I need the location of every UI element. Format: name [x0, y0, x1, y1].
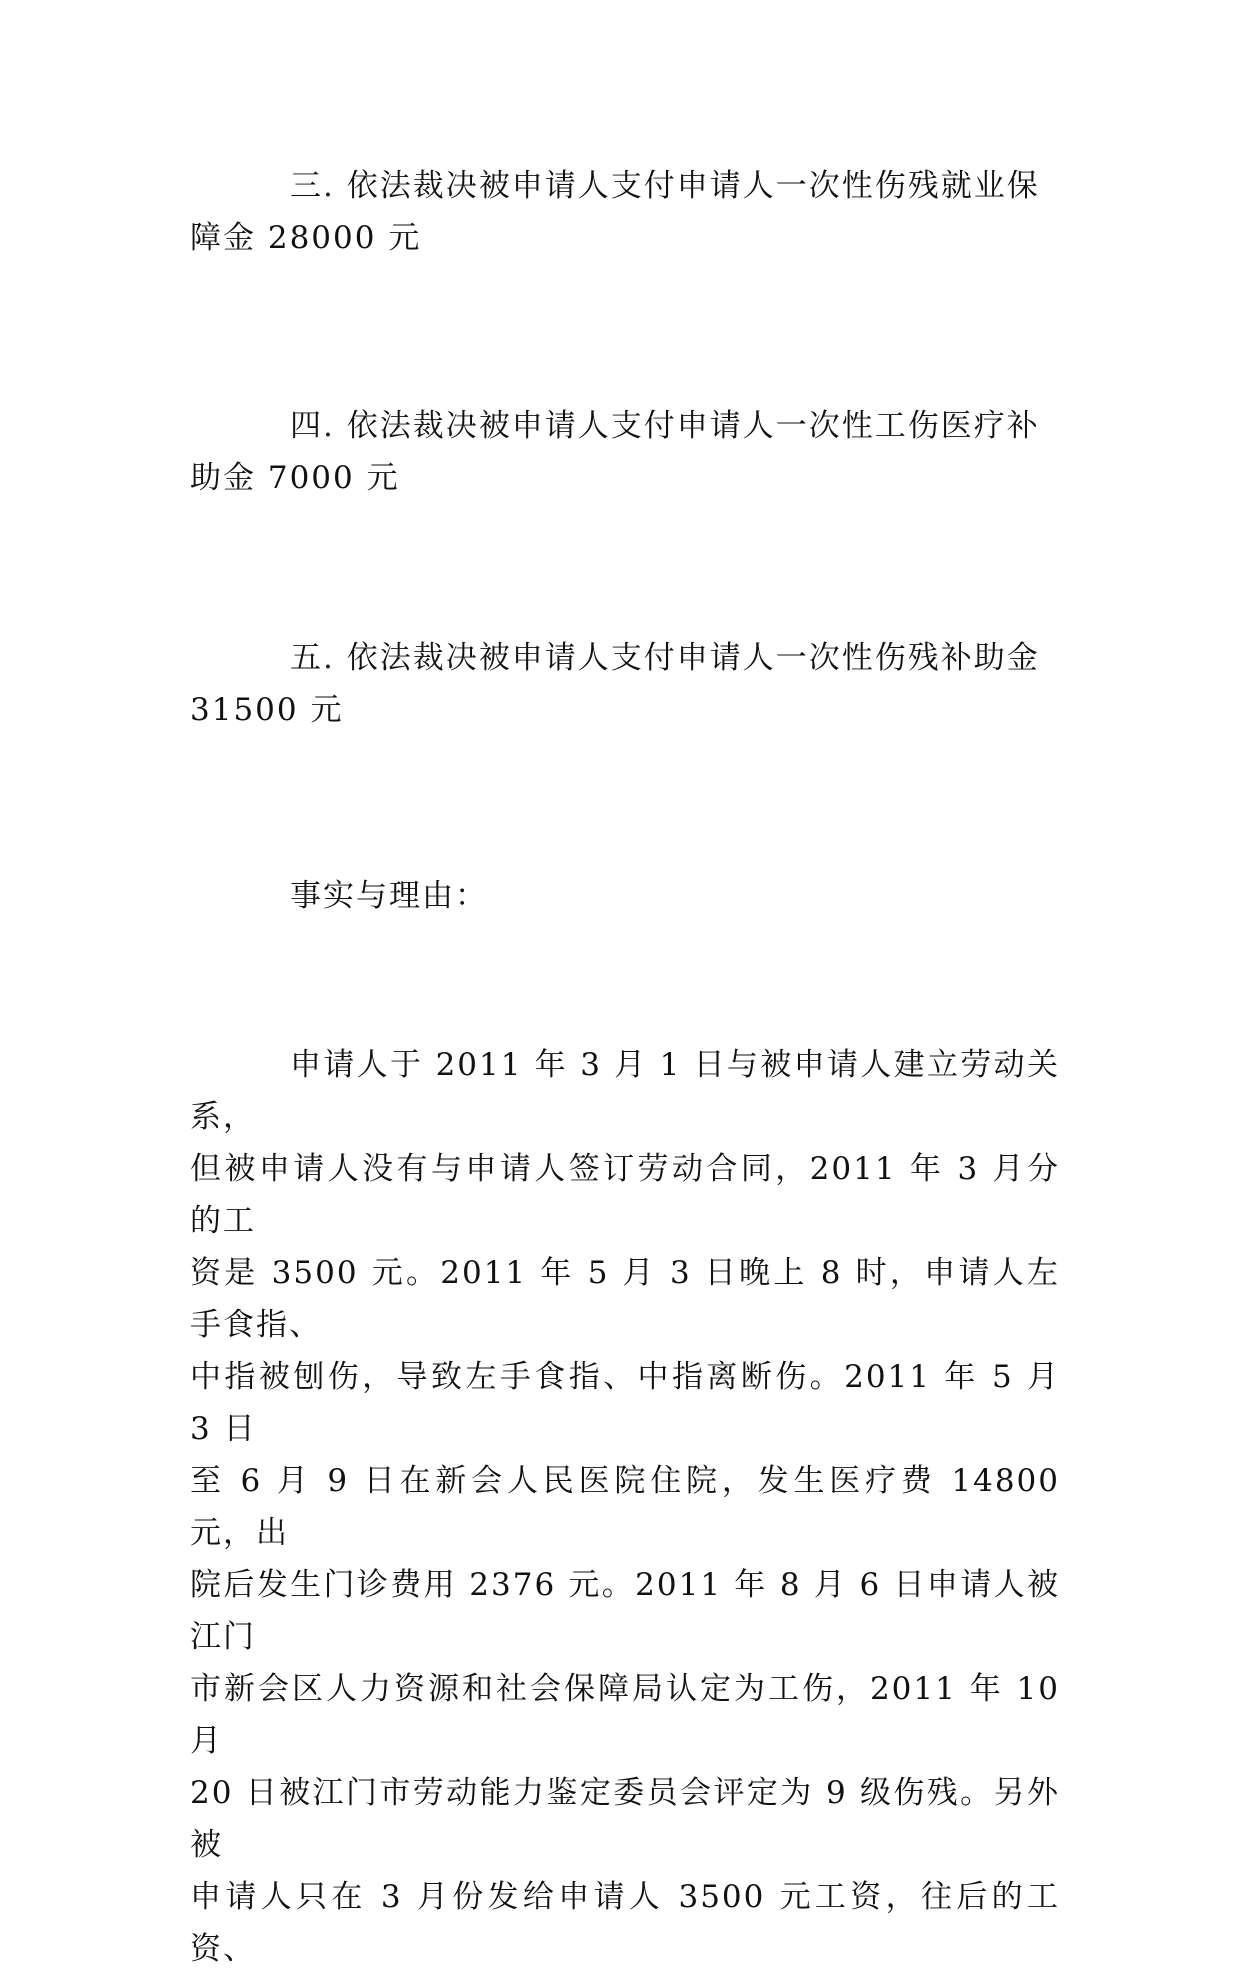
facts-heading: 事实与理由：	[290, 878, 488, 914]
claim-item-5-line-2: 31500 元	[190, 692, 344, 728]
facts-paragraph	[190, 1039, 1060, 1975]
facts-line: 申请人只在 3 月份发给申请人 3500 元工资，往后的工资、	[190, 1879, 1060, 1967]
facts-line: 20 日被江门市劳动能力鉴定委员会评定为 9 级伤残。另外被	[190, 1775, 1060, 1863]
claim-item-5-line-1: 五. 依法裁决被申请人支付申请人一次性伤残补助金	[290, 640, 1040, 676]
facts-line: 中指被刨伤，导致左手食指、中指离断伤。2011 年 5 月 3 日	[190, 1359, 1060, 1447]
claim-item-3	[190, 160, 1060, 264]
claim-item-3-line-2: 障金 28000 元	[190, 220, 422, 256]
facts-line: 资是 3500 元。2011 年 5 月 3 日晚上 8 时，申请人左手食指、	[190, 1255, 1060, 1343]
claim-item-4-line-2: 助金 7000 元	[190, 460, 400, 496]
claim-item-4-line-1: 四. 依法裁决被申请人支付申请人一次性工伤医疗补	[290, 408, 1040, 444]
facts-line: 但被申请人没有与申请人签订劳动合同，2011 年 3 月分的工	[190, 1151, 1060, 1239]
facts-line: 院后发生门诊费用 2376 元。2011 年 8 月 6 日申请人被江门	[190, 1567, 1060, 1655]
facts-line: 至 6 月 9 日在新会人民医院住院，发生医疗费 14800 元，出	[190, 1463, 1060, 1551]
claim-item-3-line-1: 三. 依法裁决被申请人支付申请人一次性伤残就业保	[290, 168, 1040, 204]
facts-line: 市新会区人力资源和社会保障局认定为工伤，2011 年 10 月	[190, 1671, 1060, 1759]
claim-item-5	[190, 632, 1060, 736]
facts-line: 申请人于 2011 年 3 月 1 日与被申请人建立劳动关系，	[190, 1047, 1060, 1135]
claim-item-4	[190, 400, 1060, 504]
